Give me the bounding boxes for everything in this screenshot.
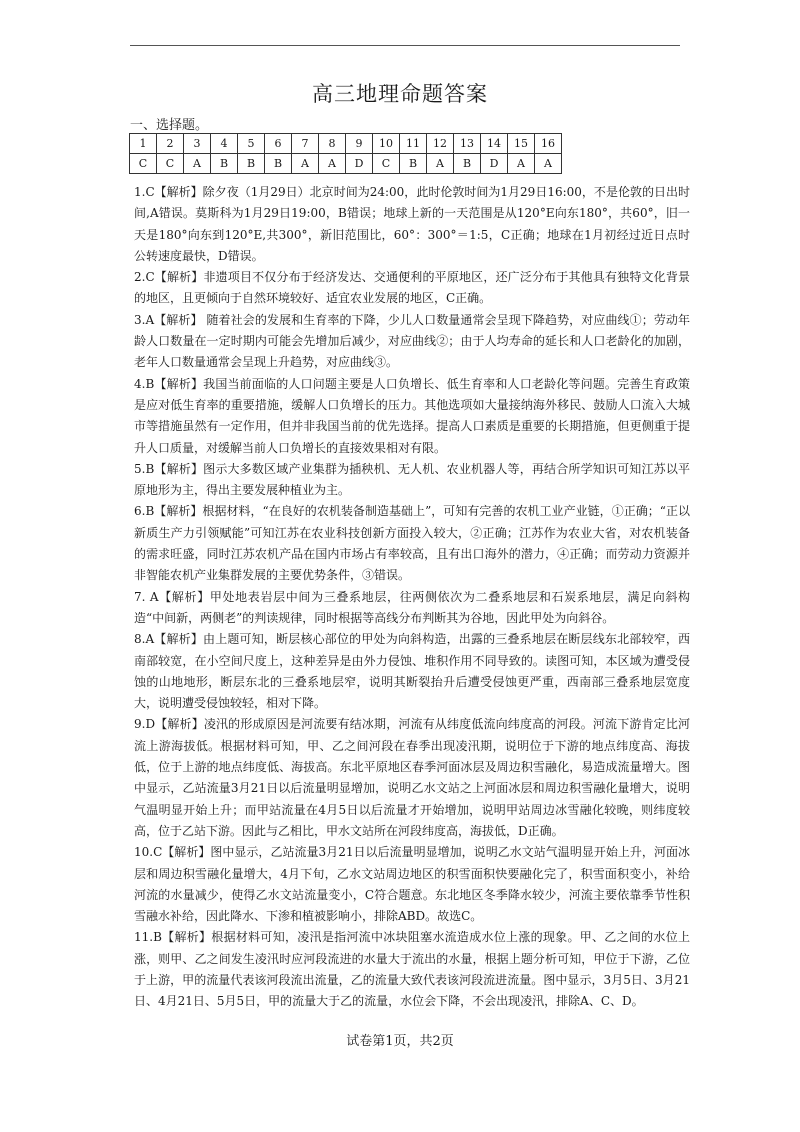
answer-cell: D — [481, 154, 508, 174]
answer-cell: B — [265, 154, 292, 174]
top-rule — [130, 45, 680, 46]
question-number-cell: 5 — [238, 134, 265, 154]
answer-table — [129, 133, 562, 174]
answer-cell: A — [427, 154, 454, 174]
explanation-10: 10.C【解析】图中显示，乙站流量3月21日以后流量明显增加，说明乙水文站气温明显开始上升，河面冰层和周边积雪融化量增大，4月下旬，乙水文站周边地区的积雪面积快要融化完了，积雪面积变小，补给河流的水量减少，使得乙水文站流量变小，C符合题意。东北地区冬季降水较少，河流主要依靠季节性积雪融水补给，因此降水、下渗和植被影响小，排除ABD。故选C。 — [134, 845, 690, 924]
page-title: 高三地理命题答案 — [312, 82, 488, 106]
answer-cell: D — [346, 154, 373, 174]
explanation-9: 9.D【解析】凌汛的形成原因是河流要有结冰期，河流有从纬度低流向纬度高的河段。河流下游肯定比河流上游海拔低。根据材料可知，甲、乙之间河段在春季出现凌汛期，说明位于下游的地点纬度高、海拔低，位于上游的地点纬度低、海拔高。东北平原地区春季河面冰层及周边积雪融化，易造成流量增大。图中显示，乙站流量3月21日以后流量明显增加，说明乙水文站之上河面冰层和周边积雪融化量增大，说明气温明显开始上升；而甲站流量在4月5日以后流量才开始增加，说明甲站周边冰雪融化较晚，则纬度较高，位于乙站下游。因此与乙相比，甲水文站所在河段纬度高，海拔低，D正确。 — [134, 717, 690, 838]
explanation-6: 6.B【解析】根据材料，“在良好的农机装备制造基础上”，可知有完善的农机工业产业链，①正确；“正以新质生产力引领赋能”可知江苏在农业科技创新方面投入较大，②正确；江苏作为农业大省，对农机装备的需求旺盛，同时江苏农机产品在国内市场占有率较高，且有出口海外的潜力，④正确；而劳动力资源并非智能农机产业集群发展的主要优势条件，③错误。 — [134, 504, 690, 583]
section-label: 一、选择题。 — [130, 118, 209, 133]
answer-cell: B — [400, 154, 427, 174]
explanation-4: 4.B【解析】我国当前面临的人口问题主要是人口负增长、低生育率和人口老龄化等问题。完善生育政策是应对低生育率的重要措施，缓解人口负增长的压力。其他选项如大量接纳海外移民、鼓励人口流入大城市等措施虽然有一定作用，但并非我国当前的优先选择。提高人口素质是重要的长期措施，但更侧重于提升人口质量，对缓解当前人口负增长的直接效果相对有限。 — [134, 376, 690, 455]
answer-row — [130, 154, 562, 174]
question-number-cell: 7 — [292, 134, 319, 154]
question-number-cell: 10 — [373, 134, 400, 154]
explanation-2: 2.C【解析】非遗项目不仅分布于经济发达、交通便利的平原地区，还广泛分布于其他具有独特文化背景的地区，且更倾向于自然环境较好、适宜农业发展的地区，C正确。 — [134, 270, 690, 306]
explanation-1: 1.C【解析】除夕夜（1月29日）北京时间为24:00，此时伦敦时间为1月29日16:00，不是伦敦的日出时间,A错误。莫斯科为1月29日19:00，B错误；地球上新的一天范围是从120°E向东180°，共60°，旧一天是180°向东到120°E,共300°，新旧范围比，60°：300°＝1:5，C正确；地球在1月初经过近日点时公转速度最快，D错误。 — [134, 185, 690, 263]
explanation-8: 8.A【解析】由上题可知，断层核心部位的甲处为向斜构造，出露的三叠系地层在断层线东北部较窄，西南部较宽，在小空间尺度上，这种差异是由外力侵蚀、堆积作用不同导致的。读图可知，本区域为遭受侵蚀的山地地形，断层东北的三叠系地层窄，说明其断裂抬升后遭受侵蚀更严重，西南部三叠系地层宽度大，说明遭受侵蚀较轻，相对下降。 — [134, 632, 690, 711]
question-number-cell: 13 — [454, 134, 481, 154]
answer-cell: A — [184, 154, 211, 174]
question-number-cell: 8 — [319, 134, 346, 154]
answer-cell: A — [508, 154, 535, 174]
question-number-cell: 1 — [130, 134, 157, 154]
question-number-cell: 2 — [157, 134, 184, 154]
question-number-cell: 12 — [427, 134, 454, 154]
explanation-11: 11.B【解析】根据材料可知，凌汛是指河流中冰块阻塞水流造成水位上涨的现象。甲、乙之间的水位上涨，则甲、乙之间发生凌汛时应河段流进的水量大于流出的水量，根据上题分析可知，甲位于下游，乙位于上游，甲的流量代表该河段流出流量，乙的流量大致代表该河段流进流量。图中显示，3月5日、3月21日、4月21日、5月5日，甲的流量大于乙的流量，水位会下降，不会出现凌汛，排除A、C、D。 — [134, 930, 690, 1009]
question-number-cell: 3 — [184, 134, 211, 154]
page-footer: 试卷第1页，共2页 — [346, 1034, 454, 1049]
explanations — [134, 182, 690, 1013]
question-number-cell: 9 — [346, 134, 373, 154]
question-number-cell: 4 — [211, 134, 238, 154]
answer-cell: A — [535, 154, 562, 174]
answer-cell: C — [157, 154, 184, 174]
question-number-cell: 15 — [508, 134, 535, 154]
answer-cell: B — [238, 154, 265, 174]
answer-cell: A — [292, 154, 319, 174]
explanation-3: 3.A【解析】 随着社会的发展和生育率的下降，少儿人口数量通常会呈现下降趋势，对应曲线①；劳动年龄人口数量在一定时期内可能会先增加后减少，对应曲线②；由于人均寿命的延长和人口老龄化的加剧，老年人口数量通常会呈现上升趋势，对应曲线③。 — [134, 312, 690, 370]
answer-cell: B — [454, 154, 481, 174]
question-number-cell: 11 — [400, 134, 427, 154]
explanation-5: 5.B【解析】图示大多数区域产业集群为插秧机、无人机、农业机器人等，再结合所学知识可知江苏以平原地形为主，得出主要发展种植业为主。 — [134, 461, 690, 498]
answer-cell: A — [319, 154, 346, 174]
answer-cell: C — [130, 154, 157, 174]
answer-cell: C — [373, 154, 400, 174]
question-number-cell: 14 — [481, 134, 508, 154]
question-number-cell: 6 — [265, 134, 292, 154]
explanation-7: 7. A【解析】甲处地表岩层中间为三叠系地层，往两侧依次为二叠系地层和石炭系地层，满足向斜构造“中间新，两侧老”的判读规律，同时根据等高线分布判断其为谷地，因此甲处为向斜谷。 — [134, 589, 690, 625]
question-number-cell: 16 — [535, 134, 562, 154]
question-number-row — [130, 134, 562, 154]
answer-cell: B — [211, 154, 238, 174]
